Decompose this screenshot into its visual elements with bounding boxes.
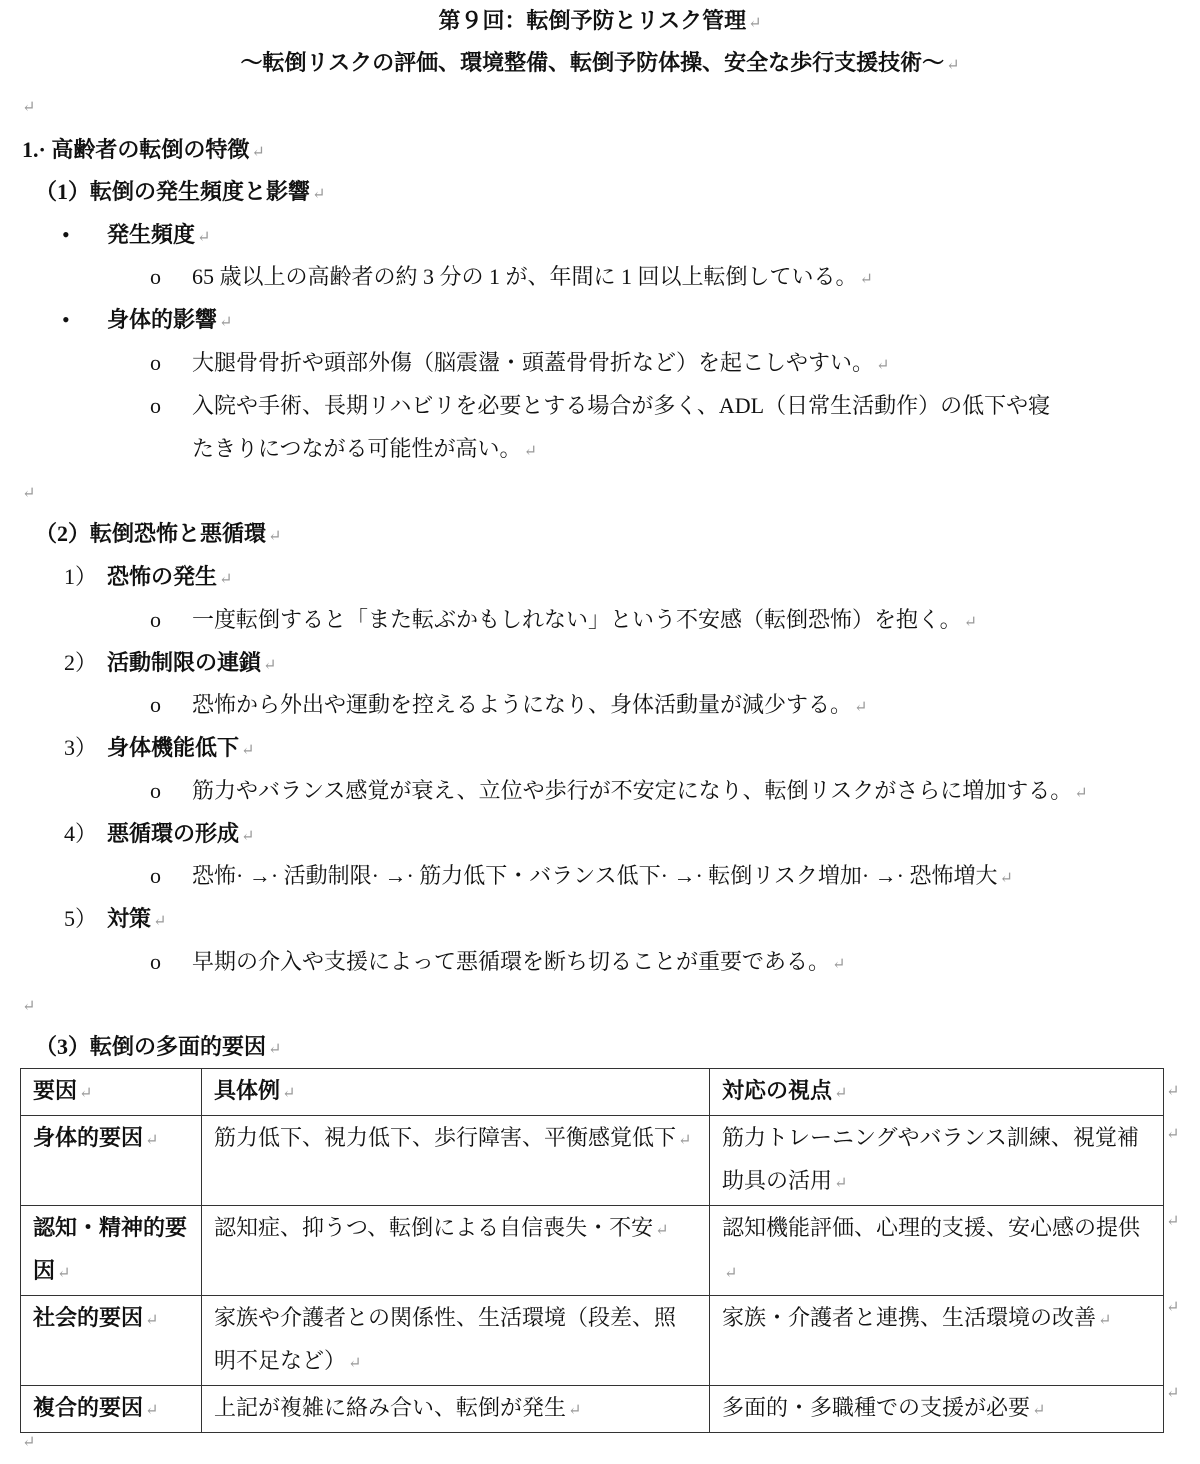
- row-end-mark: ↵: [1166, 1083, 1180, 1100]
- table-cell: 家族や介護者との関係性、生活環境（段差、照明不足など） ↵: [214, 1305, 676, 1373]
- sub-bullet-icon: o: [150, 948, 161, 974]
- document-subtitle: ～転倒リスクの評価、環境整備、転倒予防体操、安全な歩行支援技術～ ↵: [241, 50, 960, 75]
- table-cell: 認知機能評価、心理的支援、安心感の提供 ↵: [722, 1215, 1140, 1283]
- header-cell: 要因 ↵: [33, 1078, 92, 1103]
- step-label: 対策 ↵: [107, 906, 166, 931]
- list-item: 筋力やバランス感覚が衰え、立位や歩行が不安定になり、転倒リスクがさらに増加する。 ↵: [192, 778, 1088, 803]
- table-cell: 家族・介護者と連携、生活環境の改善 ↵: [722, 1305, 1111, 1330]
- row-end-mark: ↵: [1166, 1213, 1180, 1230]
- empty-paragraph: [20, 983, 35, 1025]
- sub-bullet-icon: o: [150, 350, 161, 375]
- list-item: 大腿骨骨折や頭部外傷（脳震盪・頭蓋骨骨折など）を起こしやすい。 ↵: [192, 350, 889, 375]
- table-row: [21, 1296, 1164, 1386]
- step-number: 3）: [64, 735, 98, 760]
- list-item-continuation: たきりにつながる可能性が高い。 ↵: [192, 436, 537, 461]
- subsection-heading: （2）転倒恐怖と悪循環 ↵: [35, 521, 281, 546]
- subsection-heading: （1）転倒の発生頻度と影響 ↵: [35, 179, 325, 204]
- table-cell: 認知症、抑うつ、転倒による自信喪失・不安 ↵: [214, 1215, 669, 1240]
- sub-bullet-icon: o: [150, 777, 161, 803]
- row-end-mark: ↵: [1166, 1299, 1180, 1316]
- step-label: 活動制限の連鎖 ↵: [107, 650, 276, 675]
- header-cell: 具体例 ↵: [214, 1078, 295, 1103]
- table-cell: 社会的要因 ↵: [33, 1305, 158, 1330]
- table-row: [21, 1116, 1164, 1206]
- table-cell: 身体的要因 ↵: [33, 1125, 158, 1150]
- sub-bullet-icon: o: [150, 606, 161, 632]
- table-cell: 筋力トレーニングやバランス訓練、視覚補助具の活用 ↵: [722, 1125, 1139, 1193]
- section-heading: 1.· 高齢者の転倒の特徴 ↵: [22, 137, 265, 162]
- table-row: [21, 1206, 1164, 1296]
- list-item: 65 歳以上の高齢者の約 3 分の 1 が、年間に 1 回以上転倒している。 ↵: [192, 264, 873, 289]
- sub-bullet-icon: o: [150, 393, 161, 418]
- table-cell: 認知・精神的要因 ↵: [33, 1215, 187, 1283]
- step-number: 4）: [64, 820, 98, 846]
- step-label: 悪循環の形成 ↵: [107, 821, 254, 846]
- sub-bullet-icon: o: [150, 264, 161, 289]
- row-end-mark: ↵: [1166, 1126, 1180, 1143]
- empty-paragraph: [20, 84, 35, 126]
- step-label: 身体機能低下 ↵: [107, 735, 254, 760]
- subsection-heading: （3）転倒の多面的要因 ↵: [35, 1034, 281, 1059]
- header-cell: 対応の視点 ↵: [722, 1078, 847, 1103]
- list-item: 一度転倒すると「また転ぶかもしれない」という不安感（転倒恐怖）を抱く。 ↵: [192, 607, 977, 632]
- step-number: 2）: [64, 649, 98, 675]
- list-item: 恐怖· →· 活動制限· →· 筋力低下・バランス低下· →· 転倒リスク増加· →· 恐怖増大 ↵: [192, 863, 1013, 888]
- empty-paragraph: [20, 470, 35, 512]
- document-title: 第９回：転倒予防とリスク管理 ↵: [439, 8, 762, 33]
- list-item: 恐怖から外出や運動を控えるようになり、身体活動量が減少する。 ↵: [192, 692, 867, 717]
- risk-factor-table: [20, 1068, 1164, 1433]
- table-cell: 上記が複雑に絡み合い、転倒が発生 ↵: [214, 1395, 581, 1420]
- row-end-mark: ↵: [1166, 1385, 1180, 1402]
- bullet-label: 発生頻度 ↵: [107, 222, 210, 247]
- table-cell: 複合的要因 ↵: [33, 1395, 158, 1420]
- table-row: [21, 1386, 1164, 1433]
- sub-bullet-icon: o: [150, 692, 161, 717]
- empty-paragraph: [20, 1419, 35, 1461]
- sub-bullet-icon: o: [150, 863, 161, 888]
- bullet-icon: •: [62, 222, 70, 247]
- table-cell: 多面的・多職種での支援が必要 ↵: [722, 1395, 1045, 1420]
- step-number: 1）: [64, 564, 98, 589]
- list-item: 入院や手術、長期リハビリを必要とする場合が多く、ADL（日常生活動作）の低下や寝: [192, 393, 1051, 418]
- bullet-label: 身体的影響 ↵: [107, 307, 232, 332]
- bullet-icon: •: [62, 307, 70, 332]
- table-header-row: [21, 1069, 1164, 1116]
- step-number: 5）: [64, 906, 98, 931]
- step-label: 恐怖の発生 ↵: [107, 564, 232, 589]
- list-item: 早期の介入や支援によって悪循環を断ち切ることが重要である。 ↵: [192, 949, 845, 974]
- table-cell: 筋力低下、視力低下、歩行障害、平衡感覚低下 ↵: [214, 1125, 691, 1150]
